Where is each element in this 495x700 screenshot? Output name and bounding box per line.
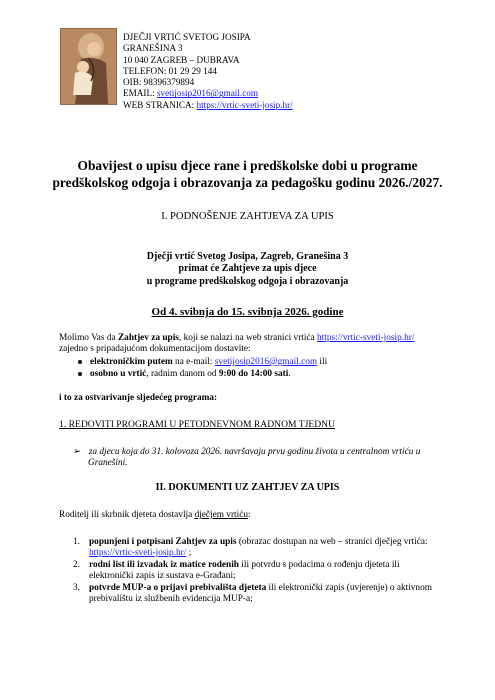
document-item-2-line-2: elektronički zapis iz sustava e-Građani; (89, 571, 236, 581)
document-item-1 (73, 537, 428, 548)
intro-website-link[interactable]: https://vrtic-sveti-josip.hr/ (317, 333, 415, 343)
kindergarten-name: DJEČJI VRTIĆ SVETOG JOSIPA (123, 32, 251, 42)
intro-paragraph-line-2: zajedno s pripadajućom dokumentacijom dostavite: (59, 344, 251, 354)
document-item-3-line-2: prebivalištu iz službenih evidencija MUP-a; (89, 594, 253, 604)
oib-number: OIB: 98396379894 (123, 77, 195, 88)
bullet1-bold: elektroničkim putem (90, 357, 173, 367)
email-line (123, 88, 293, 99)
section-2-intro-b: dječjem vrtiću (194, 510, 248, 520)
delivery-bullet-in-person (78, 369, 291, 380)
item-1-bold: popunjeni i potpisani Zahtjev za upis (89, 537, 237, 547)
document-item-2 (73, 560, 400, 571)
program-heading-text: 1. REDOVITI PROGRAMI U PETODNEVNOM RADNOM TJEDNU (59, 419, 336, 430)
web-label: WEB STRANICA: (123, 99, 197, 110)
email-label: EMAIL: (123, 88, 157, 99)
item-2-bold: rodni list ili izvadak iz matice rodenih (89, 560, 239, 570)
section-2-intro-a: Roditelj ili skrbnik djeteta dostavlja (59, 510, 195, 520)
bullet1-text: na e-mail: (172, 357, 215, 367)
announcement-line-2: primat će Zahtjeve za upis djece (178, 263, 317, 275)
bullet1-or: ili (317, 357, 328, 367)
program-condition: i to za ostvarivanje sljedećeg programa: (59, 393, 218, 403)
bullet1-email-link[interactable]: svetijosip2016@gmail.com (214, 357, 318, 367)
kindergarten-logo-image (60, 28, 117, 105)
date-range-text: Od 4. svibnja do 15. svibnja 2026. godine (151, 306, 344, 318)
intro-paragraph-line-1 (59, 333, 414, 344)
bullet2-text: , radnim danom od (146, 369, 219, 379)
item-3-number: 3. (73, 583, 80, 593)
intro-text-a: Molimo Vas da (59, 333, 118, 343)
section-1-announcement (0, 251, 495, 288)
delivery-bullet-email (78, 357, 327, 368)
item-1-line-2-rest: ; (186, 548, 192, 558)
program-heading (59, 419, 335, 430)
program-detail-line-2: Granešini. (88, 458, 128, 468)
section-2-intro (59, 510, 251, 521)
announcement-line-3: u programe predškolskog odgoja i obrazovanja (146, 275, 349, 287)
kindergarten-contact-header (123, 32, 293, 111)
item-1-number: 1. (73, 537, 80, 547)
title-line-2: predškolskog odgoja i obrazovanja za pedagošku godinu 2026./2027. (52, 175, 443, 190)
item-3-rest: ili elektronički zapis (uvjerenje) o aktivnom (266, 583, 432, 593)
document-item-3 (73, 583, 432, 594)
bullet2-hours: 9:00 do 14:00 sati (218, 369, 289, 379)
website-link[interactable]: https://vrtic-sveti-josip.hr/ (196, 99, 293, 110)
intro-text-c: , koji se nalazi na web stranici vrtića (178, 333, 318, 343)
web-line (123, 100, 293, 111)
item-2-rest: ili potvrdu s podacima o rođenju djeteta ili (238, 560, 400, 570)
item-1-website-link[interactable]: https://vrtic-sveti-josip.hr/ (89, 548, 187, 558)
document-item-1-line-2 (89, 548, 191, 559)
item-1-rest: (obrazac dostupan na web – stranici dječjeg vrtića: (236, 537, 428, 547)
intro-text-bold: Zahtjev za upis (117, 333, 179, 343)
section-2-heading: II. DOKUMENTI UZ ZAHTJEV ZA UPIS (155, 482, 340, 493)
item-2-number: 2. (73, 560, 80, 570)
phone-number: TELEFON: 01 29 29 144 (123, 65, 217, 76)
document-title (40, 157, 455, 191)
item-3-bold: potvrde MUP-a o prijavi prebivališta djeteta (89, 583, 267, 593)
address-street: GRANEŠINA 3 (123, 43, 183, 54)
program-detail (73, 447, 420, 458)
arrow-bullet-icon: ➢ (73, 447, 81, 457)
section-1-heading: I. PODNOŠENJE ZAHTJEVA ZA UPIS (161, 211, 334, 222)
section-2-intro-c: : (248, 510, 251, 520)
bullet2-end: . (288, 369, 291, 379)
logo-painting-icon (61, 29, 116, 104)
title-line-1: Obavijest o upisu djece rane i predškolske dobi u programe (77, 158, 418, 173)
bullet-dot-icon (78, 372, 82, 376)
announcement-line-1: Dječji vrtić Svetog Josipa, Zagreb, Granešina 3 (146, 251, 349, 262)
address-city: 10 040 ZAGREB – DUBRAVA (123, 54, 240, 65)
program-detail-line-1: za djecu koja do 31. kolovoza 2026. navršavaju prvu godinu života u centralnom vrtiću u (88, 447, 421, 457)
email-link[interactable]: svetijosip2016@gmail.com (156, 88, 259, 99)
date-range (0, 306, 495, 318)
bullet-dot-icon (78, 360, 82, 364)
bullet2-bold: osobno u vrtić (90, 369, 147, 379)
